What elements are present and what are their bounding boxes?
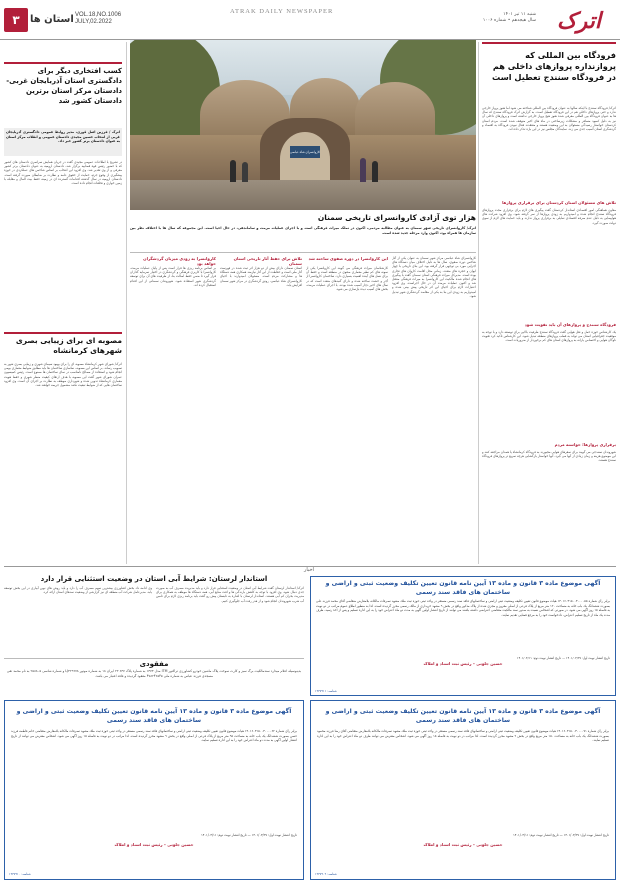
lost-title: مفقودی xyxy=(139,660,169,668)
right-body-2: معاون هماهنگی امور اقتصادی استاندار کردستان گفت پیگیری های لازم برای برقراری مجدد پروازهای فرودگاه سنندج انجام شده و امیدواریم به زودی پروازها از سر گرفته شود. وی افزود شرکت های هواپیمایی به دلیل عدم صرفه اقتصادی تمایلی به برقراری پرواز ندارند و باید حمایت های لازم از سوی دولت صورت گیرد. xyxy=(482,208,616,225)
caption-divider xyxy=(130,252,476,253)
left-body: در تشریح با اطلاعات عمومی مجیدی گفت در جریان همایش سراسری دادستان های کشور که با حضور رئیس قوه قضاییه برگزار شد، دادستان ارومیه به عنوان دادستان برتر کشور معرفی و از وی تقدیر شد. وی افزود این انتخاب بر اساس شاخص های عملکردی در حوزه پیشگیری از وقوع جرم، حمایت از حقوق عامه و نظارت بر ضابطان صورت گرفته است. دادستان ارومیه در سال گذشته اقدامات گسترده ای در زمینه حفظ بیت المال و مقابله با زمین خواری و تخلفات انجام داده است. xyxy=(4,160,122,186)
center-col-1: کاروانسرای شاه عباسی مرکز شهر سمنان به عنوان یکی از آثار شاخص دوره صفوی، سال ها به دلیل اختلاف میان دستگاه های اجرایی مورد بی توجهی قرار گرفته بود. این بنای تاریخی با چهار ایوان و حجره های متعدد، زمانی محل اقامت کاروان های تجاری بوده است. مدیرکل میراث فرهنگی استان سمنان گفت با پیگیری های انجام شده مالکیت این کاروانسرا به میراث فرهنگی منتقل شد و اکنون عملیات مرمت آن در حال اجراست. وی افزود اعتبارات لازم برای احیای این اثر تاریخی پیش بینی شده و امیدواریم به زودی این بنا به یکی از مقاصد گردشگری شهر تبدیل شود. xyxy=(392,256,476,298)
notice-1-signature: حسین جلوتی – رئیس ثبت اسناد و املاک xyxy=(423,661,503,666)
column-divider-left xyxy=(126,42,127,564)
right-subhead-1: تلاش های مسئولان استان کردستان برای برقراری پروازها xyxy=(502,200,616,205)
center-col-2: کارشناسان میراث فرهنگی می گویند این کاروانسرا یکی از نمونه های کم نظیر معماری صفوی در منطقه است و حفظ آن برای نسل های آینده اهمیت بسیاری دارد. ساختمان کاروانسرا از آجر و خشت ساخته شده و دارای گنبدهای متعدد است که در سال های اخیر دچار آسیب شده بودند. با اجرای عملیات مرمت، بخش های آسیب دیده بازسازی می شود. xyxy=(306,266,388,292)
center-col-4: بر اساس برنامه ریزی ها قرار است پس از پایان عملیات مرمت، کاروانسرا با کاربری فرهنگی و گردشگری در اختیار سرمایه گذاران قرار گیرد تا ضمن حفظ اصالت بنا، از ظرفیت های آن برای توسعه گردشگری شهر استفاده شود. شهروندان سمنانی از این اقدام استقبال کرده اند. xyxy=(130,266,216,287)
right-body-3: یک کارشناس حوزه حمل و نقل هوایی گفت فرودگاه سنندج ظرفیت بالایی برای توسعه دارد و با توجه به موقعیت جغرافیایی استان می تواند به قطب پروازهای منطقه تبدیل شود. این کارشناس تاکید کرد تقویت ناوگان هوایی و اختصاص یارانه به پروازهای استان های کم برخوردار از ضروریات است. xyxy=(482,330,616,343)
notice-2-title: آگهی موضوع ماده ۳ قانون و ماده ۱۳ آیین نامه قانون تعیین تکلیف وضعیت ثبتی و اراضی و ساختمان های فاقد سند رسمی xyxy=(16,708,292,724)
notice-2-code: شناسه: ۱۳۳۷۹۱۰ xyxy=(9,872,31,876)
volume-number: VOL.18,NO.1006 xyxy=(75,12,122,18)
news-body: اترک/ استاندار لرستان گفت شرایط آبی استان در وضعیت استثنایی قرار دارد و باید مدیریت مصرف آب به صورت جدی دنبال شود. وی افزود با توجه به کاهش بارندگی ها و افت منابع آبی، همه دستگاه ها موظف به همکاری برای مدیریت بحران کم آبی هستند. استاندار لرستان با اشاره به تابستان پیش رو گفت باید برنامه ریزی لازم برای تامین آب شرب شهروندان انجام شود و از هدر رفت آب جلوگیری کنیم. xyxy=(156,586,304,603)
right-headline-bar xyxy=(482,42,616,46)
left-headline-bar xyxy=(4,62,122,64)
persian-date: شنبه ۱۱ تیر ۱۴۰۱ xyxy=(503,12,536,17)
issue-number: سال هیجدهم • شماره ۱۰۰۶ xyxy=(482,18,536,23)
right-subhead-3: برقراری پروازها؛ خواسته مردم xyxy=(554,442,616,447)
news-strip xyxy=(4,566,616,574)
left-headline-bar-2 xyxy=(4,332,122,334)
notice-3-body: برابر رأی شماره ۱۴۰۱۶۰۳۱۵۰۰۳۰۰۰۰۷۱ هیات موضوع قانون تعیین تکلیف وضعیت ثبتی اراضی و ساختمانهای فاقد سند رسمی مستقر در واحد ثبتی حوزه ثبت ملک مشهد تصرفات مالکانه بلامعارض متقاضی آقای رضا فرزند محمود بصورت ششدانگ یک باب خانه به مساحت ۱۵۰ متر مربع واقع در بخش ۹ مشهد محرز گردیده است. لذا مراتب در دو نوبت به فاصله ۱۵ روز آگهی می شود. اشخاص معترض می توانند ظرف دو ماه اعتراض خود را به این اداره تسلیم نمایند. xyxy=(317,729,609,743)
registration-notice-1 xyxy=(310,576,616,696)
person-1 xyxy=(230,160,236,182)
center-subhead-1: این کاروانسرا در دوره صفوی ساخته شد xyxy=(308,256,388,261)
registration-notice-2 xyxy=(4,700,304,880)
caravanserai-photo xyxy=(130,40,476,210)
newspaper-logo: اترک xyxy=(556,8,602,34)
news-headline: استاندار لرستان: شرایط آبی استان در وضعیت استثنایی قرار دارد xyxy=(40,575,268,583)
person-4 xyxy=(372,161,378,182)
right-body-4: شهروندان سنندجی می گویند برای سفرهای هوایی مجبورند به فرودگاه کرمانشاه یا همدان مراجعه کنند و این موضوع هزینه و زمان زیادی از آنها می گیرد. آنها خواستار بازگشایی هرچه سریع تر پروازهای فرودگاه سنندج هستند. xyxy=(482,450,616,463)
notice-1-title: آگهی موضوع ماده ۳ قانون و ماده ۱۳ آیین نامه قانون تعیین تکلیف وضعیت ثبتی و اراضی و ساختمان های فاقد سند رسمی xyxy=(325,580,601,596)
registration-notice-3 xyxy=(310,700,616,880)
right-subhead-2: فرودگاه سنندج و پروازهای آن باید تقویت شود xyxy=(524,322,616,327)
notice-3-dates: تاریخ انتشار نوبت اول: ۱۴۰۱/۰۳/۲۷ — تاریخ انتشار نوبت دوم: ۱۴۰۱/۰۴/۱۱ xyxy=(513,833,609,837)
news-body-b: وی ادامه داد بخش کشاورزی بیشترین سهم مصرف آب را دارد و باید روش های نوین آبیاری در این بخش توسعه یابد. مدیرعامل شرکت آب منطقه ای نیز گزارشی از وضعیت سدهای استان ارائه کرد. xyxy=(4,586,152,595)
notice-3-code: شناسه: ۱۳۳۷۹۰۹ xyxy=(315,872,337,876)
page-number: ۳ xyxy=(4,8,28,32)
person-2 xyxy=(242,162,248,182)
person-3 xyxy=(360,158,366,182)
right-body: اترک/ فرودگاه سنندج با اینکه سالها به عنوان فرودگاه بین المللی شناخته می شود اما هنوز پرواز خارجی ندارد و حتی پروازهای داخلی هم در این فرودگاه تعطیل است. به گزارش اترک فرودگاه سنندج که سال ها به عنوان فرودگاه بین المللی معرفی شده هنوز هیچ پرواز خارجی نداشته است و پروازهای داخلی آن نیز به دلیل کمبود مسافر و مشکلات زیرساختی در ماه های اخیر متوقف شده است. مردم استان کردستان خواستار رسیدگی مسئولان به این وضعیت هستند و معتقدند فعال نبودن فرودگاه به اقتصاد و گردشگری استان آسیب جدی می زند. نمایندگان مجلس نیز در این باره تذکر داده اند. xyxy=(482,106,616,132)
photo-caption-text: اترک/ کاروانسرای تاریخی شهر سمنان به عنوان مطالبه مردمی، اکنون در تملک میراث فرهنگی است و با اجرای عملیات مرمت و ساماندهی، در حال احیا است. این مجموعه که سال ها با اختلاف نظر بین سازمان ها همراه بود، اکنون وارد مرحله جدید شده است. xyxy=(130,226,476,235)
notice-2-signature: حسین جلوتی – رئیس ثبت اسناد و املاک xyxy=(114,842,194,847)
left-lead: اترک / فرزین اصل قوری، مدیر روابط عمومی دادگستری آذربایجان غربی از انتخاب حسین مجیدی دادستان عمومی و انقلاب مرکز استان به عنوان دادستان برتر کشور خبر داد. xyxy=(6,130,120,144)
section-title: استان ها xyxy=(30,14,74,25)
news-label: اخبار xyxy=(304,567,314,573)
right-headline: فرودگاه بین المللی که پروازنداره پروازهای داخلی هم در فرودگاه سنندج تعطیل است xyxy=(492,50,616,82)
sign-text: کاروانسرای شاه عباسی xyxy=(290,150,320,154)
center-col-3: استان سمنان دارای بیش از دو هزار اثر ثبت شده در فهرست آثار ملی است و حفاظت از این آثار نیازمند همکاری همه دستگاه ها و مشارکت مردم است. مسئولان امیدوارند با احیای کاروانسرای شاه عباسی، رونق گردشگری در مرکز شهر سمنان افزایش یابد. xyxy=(220,266,302,287)
notice-1-dates: تاریخ انتشار نوبت اول: ۱۴۰۱/۰۳/۲۷ — تاریخ انتشار نوبت دوم: ۱۴۰۱/۰۴/۱۱ xyxy=(516,656,610,660)
left-headline-2: مصوبه ای برای زیبایی بصری شهرهای کرمانشاه xyxy=(15,336,122,355)
left-headline: کسب افتخاری دیگر برای دادگستری استان آذربایجان غربی- دادستان مرکز استان برترین دادستان کشور شد xyxy=(6,67,122,105)
notice-1-body: برابر رأی شماره ۱۴۰۱۶۰۳۱۵۰۰۳۰۰۰۰۵۵ هیات موضوع قانون تعیین تکلیف وضعیت ثبتی اراضی و ساختمانهای فاقد سند رسمی مستقر در واحد ثبتی حوزه ثبت ملک مشهد تصرفات مالکانه بلامعارض متقاضی آقای محمد فرزند علی بصورت ششدانگ یک باب خانه به مساحت ۱۲۰ متر مربع از پلاک فرعی از اصلی مفروز و مجزی شده از پلاک مذکور واقع در بخش ۹ مشهد خریداری از مالک رسمی محرز گردیده است. لذا به منظور اطلاع عموم مراتب در دو نوبت به فاصله ۱۵ روز آگهی می شود. در صورتی که اشخاص نسبت به صدور سند مالکیت متقاضی اعتراضی داشته باشند می توانند از تاریخ انتشار اولین آگهی به مدت دو ماه اعتراض خود را به این اداره تسلیم و پس از اخذ رسید، ظرف مدت یک ماه از تاریخ تسلیم اعتراض، دادخواست خود را به مرجع قضایی تقدیم نمایند. xyxy=(316,599,610,617)
photo-caption-title: هزار توی آزادی کاروانسرای تاریخی سمنان xyxy=(317,213,476,222)
volume-info xyxy=(75,12,121,26)
gate-arch xyxy=(280,132,330,186)
paper-name: ATRAK DAILY NEWSPAPER xyxy=(230,8,334,15)
center-subhead-3: کاروانسرا به زودی میزبان گردشگران خواهد بود xyxy=(143,256,216,266)
left-lead-box xyxy=(4,128,122,156)
lost-text: بدینوسیله اعلام میدارد سندمالکیت برگ سبز و کارت سوخت پلاک ماشین خودرو کشاورزی تراکتور ITM مدل ۱۳۷۳ به شماره پلاک ۶۳۷ ۲۳ ایران ۱۸ به شماره موتور LJ۳۲۹۹۷۸ و شماره شاسی ۲۵۸۸۰۵ به نام محمد تقی مسجدی فرزند عباس به شماره ملی ۴۷۸۲۴۶۵۴۵ مفقود گردیده و فاقد اعتبار می باشد. xyxy=(6,669,302,678)
center-subhead-2: تلاش برای حفظ آثار تاریخی استان سمنان xyxy=(233,256,302,266)
notice-1-code: شناسه: ۱۳۳۷۹۱۱ xyxy=(315,689,337,693)
persian-date-block xyxy=(470,12,536,24)
left-body-2: اترک/ شورای شهر کرمانشاه مصوبه ای را برای بهبود سیمای شهری و زیبایی بصری شهر به تصویب رساند. بر اساس این مصوبه، نماسازی ساختمان ها باید مطابق ضوابط معماری بومی انجام شود و استفاده از مصالح نامناسب در نمای ساختمان ها ممنوع است. رئیس کمیسیون عمران شورای شهر گفت این مصوبه با هدف ارتقای کیفیت منظر شهری و حفظ هویت معماری کرمانشاه تدوین شده و شهرداری موظف به نظارت بر اجرای آن است. وی افزود ساختمان هایی که از ضوابط تبعیت نکنند مشمول جریمه خواهند شد. xyxy=(4,362,122,388)
notice-3-signature: حسین جلوتی – رئیس ثبت اسناد و املاک xyxy=(423,842,503,847)
english-date: JULY,02.2022 xyxy=(75,19,112,25)
lost-notice xyxy=(4,658,304,696)
column-divider xyxy=(478,42,479,564)
notice-3-title: آگهی موضوع ماده ۳ قانون و ماده ۱۳ آیین نامه قانون تعیین تکلیف وضعیت ثبتی و اراضی و ساختمان های فاقد سند رسمی xyxy=(325,708,601,724)
notice-2-dates: تاریخ انتشار نوبت اول: ۱۴۰۱/۰۳/۲۷ — تاریخ انتشار نوبت دوم: ۱۴۰۱/۰۴/۱۱ xyxy=(201,833,297,837)
notice-2-body: برابر رأی شماره ۱۴۰۱۶۰۳۱۵۰۰۳۰۰۰۰۶۲ هیات موضوع قانون تعیین تکلیف وضعیت ثبتی اراضی و ساختمانهای فاقد سند رسمی مستقر در واحد ثبتی حوزه ثبت ملک مشهد تصرفات مالکانه بلامعارض متقاضی خانم فاطمه فرزند حسن بصورت ششدانگ یک باب خانه به مساحت ۹۵ متر مربع از پلاک فرعی از اصلی واقع در بخش ۹ مشهد محرز گردیده است. لذا مراتب در دو نوبت به فاصله ۱۵ روز آگهی می شود. اشخاص معترض می توانند از تاریخ انتشار اولین آگهی به مدت دو ماه اعتراض خود را به این اداره تسلیم نمایند. xyxy=(11,729,297,743)
photo-ground xyxy=(130,180,476,210)
caravanserai-sign xyxy=(290,146,320,158)
